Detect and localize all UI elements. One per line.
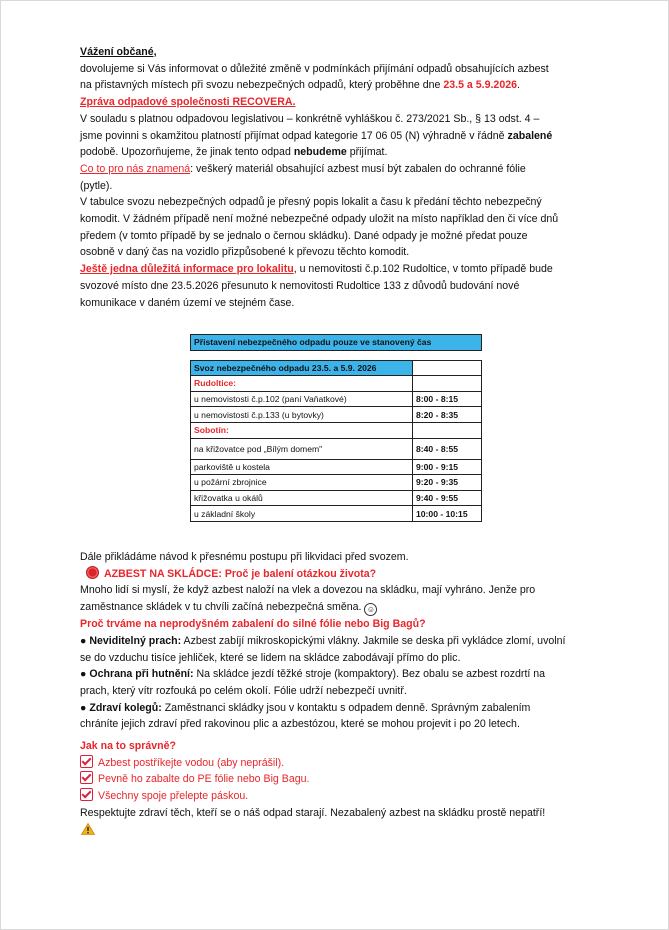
closing: Respektujte zdraví těch, kteří se o náš odpad starají. Nezabalený azbest na skládku prostě nepatří! [80, 806, 546, 819]
table-row: u nemovistosti č.p.102 (paní Vaňatkové) 8:00 - 8:15 [191, 391, 482, 407]
howto-section [80, 738, 588, 822]
meaning-line-2: (pytle). [80, 179, 113, 192]
howto-heading: Jak na to správně? [80, 740, 176, 752]
checkbox-icon [80, 771, 93, 784]
legislation-line-2: jsme povinni s okamžitou platností přijímat odpad kategorie 17 06 05 (N) výhradně v řádně zabalené [80, 129, 553, 142]
intro-line-2: na přistavných místech při svozu nebezpečných odpadů, který proběhne dne 23.5 a 5.9.2026. [80, 79, 520, 92]
table-note-line-4: osobně v daný čas na vozidlo přizpůsobené k převozu těchto komodit. [80, 246, 410, 259]
important-line-1: Ještě jedna důležitá informace pro lokalitu, u nemovitosti č.p.102 Rudoltice, v tomto případě bude [80, 263, 553, 276]
grimace-emoji-icon: ☺ [364, 603, 377, 616]
checkbox-icon [80, 755, 93, 768]
asbestos-heading: AZBEST NA SKLÁDCE: Proč je balení otázkou života? [104, 567, 377, 580]
table-row: na křižovatce pod „Bílým domem" 8:40 - 8:55 [191, 438, 482, 459]
bullet-1-line-2: se do vzduchu tisíce jehliček, které se lidem na skládce zabodávají přímo do plic. [80, 651, 461, 664]
table-note-line-2: komodit. V žádném případě není možné nebezpečné odpady uložit na místo například den či více dnů [80, 213, 559, 226]
schedule-header: Svoz nebezpečného odpadu 23.5. a 5.9. 2026 [191, 360, 413, 376]
important-line-3: komunikace v daném území ve stejném čase. [80, 296, 295, 309]
company-note: Zpráva odpadové společnosti RECOVERA. [80, 96, 296, 109]
table-note-line-1: V tabulce svozu nebezpečných odpadů je přesný popis lokalit a času k předání těchto nebezpečný [80, 196, 542, 209]
bullet-2-line-1: ● Ochrana při hutnění: Na skládce jezdí těžké stroje (kompaktory). Bez obalu se azbest rozdrtí na [80, 668, 546, 681]
bullet-3-line-1: ● Zdraví kolegů: Zaměstnanci skládky jsou v kontaktu s odpadem denně. Správným zabalením [80, 701, 531, 714]
table-row: u základní školy 10:00 - 10:15 [191, 506, 482, 522]
meaning-label: Co to pro nás znamená [80, 162, 191, 175]
letter-body [80, 44, 588, 311]
guide-intro: Dále přikládáme návod k přesnému postupu při likvidaci před svozem. [80, 551, 409, 563]
schedule-table [190, 334, 482, 522]
table-note-line-3: předem (v tomto případě by se jednalo o černou skládku). Dané odpady je možné předat pouze [80, 229, 528, 242]
legislation-line-1: V souladu s platnou odpadovou legislativou – konkrétně vyhláškou č. 273/2021 Sb., § 13 odst. 4 – [80, 112, 540, 125]
meaning-line-1: Co to pro nás znamená: veškerý materiál obsahující azbest musí být zabalen do ochranné fólie [80, 162, 526, 175]
why-heading: Proč trváme na neprodyšném zabalení do silné fólie nebo Big Bagů? [80, 618, 426, 631]
table-row: parkoviště u kostela 9:00 - 9:15 [191, 459, 482, 475]
table-row: u požární zbrojnice 9:20 - 9:35 [191, 475, 482, 491]
myth-line-1: Mnoho lidí si myslí, že když azbest naloží na vlek a dovezou na skládku, mají vyhráno. Jenže pro [80, 584, 536, 597]
important-line-2: svozové místo dne 23.5.2026 přesunuto k nemovitosti Rudoltice 133 z důvodů budování nové [80, 279, 520, 292]
group-rudoltice: Rudoltice: [191, 376, 413, 392]
bullet-2-line-2: prach, který vítr rozfouká po celém okolí. Fólie udrží nebezpečí uvnitř. [80, 684, 407, 697]
schedule-title: Přistavení nebezpečného odpadu pouze ve stanovený čas [191, 335, 482, 351]
myth-line-2: zaměstnance skládek v tu chvíli začíná nebezpečná směna. ☺ [80, 599, 588, 616]
greeting: Vážení občané, [80, 46, 157, 58]
bullet-3-line-2: chráníte jejich zdraví před rakovinou plic a azbestózou, které se mohou projevit i po 20 letech. [80, 718, 520, 731]
bullet-1-line-1: ● Neviditelný prach: Azbest zabíjí mikroskopickými vlákny. Jakmile se deska při vykládce zlomí, uvolní [80, 634, 566, 647]
legislation-line-3: podobě. Upozorňujeme, že jinak tento odpad nebudeme přijímat. [80, 146, 388, 159]
table-row: křižovatka u okálů 9:40 - 9:55 [191, 490, 482, 506]
asbestos-heading-line [80, 566, 588, 583]
group-sobotin: Sobotín: [191, 422, 413, 438]
collection-dates: 23.5 a 5.9.2026 [443, 79, 517, 92]
intro-line-1: dovolujeme si Vás informovat o důležité změně v podmínkách přijímání odpadů obsahujících azbest [80, 62, 549, 75]
step-2: Pevně ho zabalte do PE fólie nebo Big Bagu. [80, 771, 588, 788]
step-3: Všechny spoje přelepte páskou. [80, 788, 588, 805]
red-circle-icon [86, 566, 99, 579]
step-1: Azbest postříkejte vodou (aby neprášil). [80, 755, 588, 772]
guide-section [80, 549, 588, 733]
checkbox-icon [80, 788, 93, 801]
warning-icon [81, 823, 95, 835]
important-label: Ještě jedna důležitá informace pro lokalitu [80, 263, 294, 276]
table-row: u nemovistosti č.p.133 (u bytovky) 8:20 - 8:35 [191, 407, 482, 423]
